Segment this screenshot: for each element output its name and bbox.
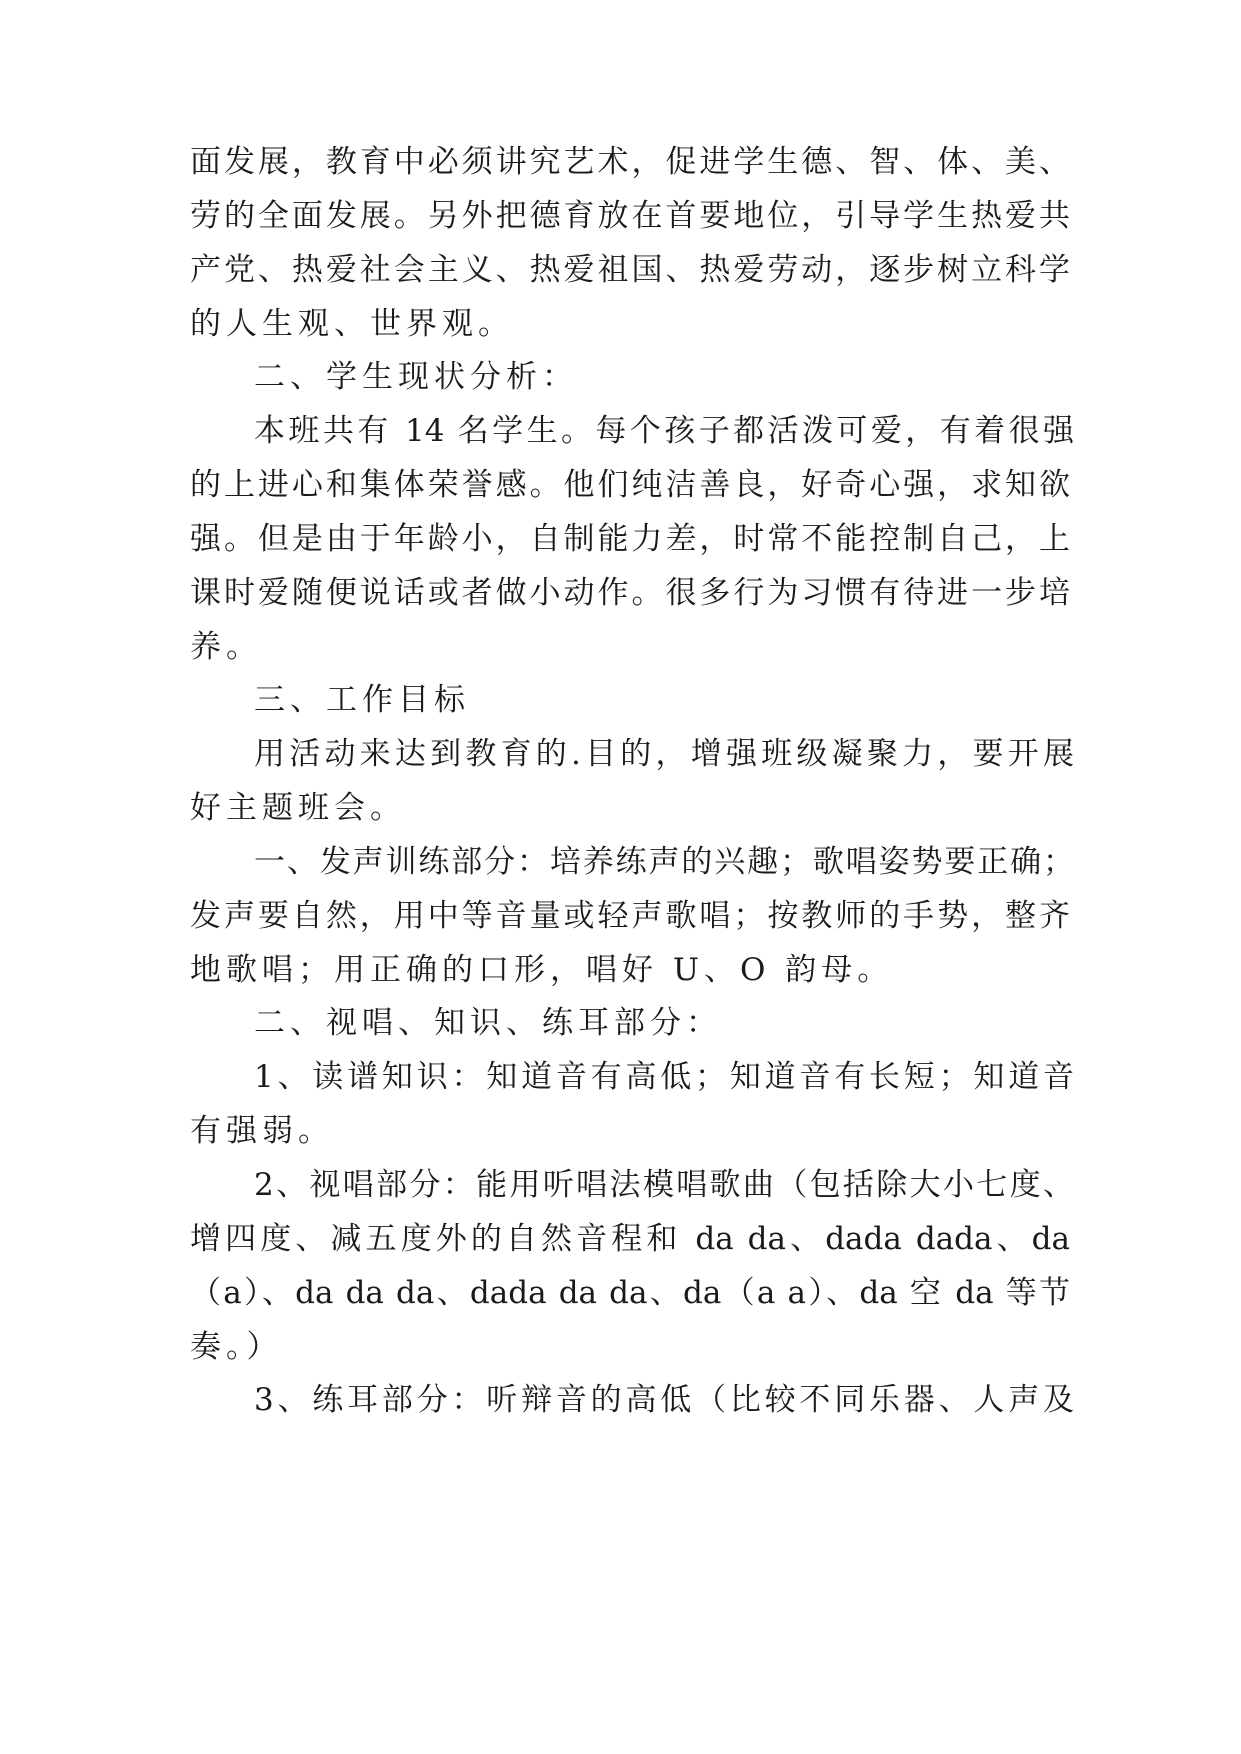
paragraph-line: 1、读谱知识：知道音有高低；知道音有长短；知道音 <box>254 1059 1074 1095</box>
paragraph-line: （a）、da da da、dada da da、da（a a）、da 空 da 等节 <box>190 1275 1070 1311</box>
paragraph-line: 一、发声训练部分：培养练声的兴趣；歌唱姿势要正确； <box>254 844 1074 880</box>
paragraph-line: 有强弱。 <box>190 1113 334 1149</box>
paragraph-line: 用活动来达到教育的.目的，增强班级凝聚力，要开展 <box>254 736 1074 772</box>
paragraph-line: 增四度、减五度外的自然音程和 da da、dada dada、da <box>190 1221 1070 1257</box>
paragraph-line: 的上进心和集体荣誉感。他们纯洁善良，好奇心强，求知欲 <box>190 467 1070 503</box>
paragraph-line: 产党、热爱社会主义、热爱祖国、热爱劳动，逐步树立科学 <box>190 252 1070 288</box>
paragraph-line: 3、练耳部分：听辩音的高低（比较不同乐器、人声及 <box>254 1382 1074 1418</box>
section-heading: 二、学生现状分析： <box>254 359 578 395</box>
paragraph-line: 好主题班会。 <box>190 790 406 826</box>
paragraph-line: 劳的全面发展。另外把德育放在首要地位，引导学生热爱共 <box>190 198 1070 234</box>
section-heading: 三、工作目标 <box>254 682 470 718</box>
paragraph-line: 的人生观、世界观。 <box>190 306 514 342</box>
paragraph-line: 2、视唱部分：能用听唱法模唱歌曲（包括除大小七度、 <box>254 1167 1074 1203</box>
paragraph-line: 强。但是由于年龄小，自制能力差，时常不能控制自己，上 <box>190 521 1070 557</box>
paragraph-line: 本班共有 14 名学生。每个孩子都活泼可爱，有着很强 <box>254 413 1074 449</box>
paragraph-line: 课时爱随便说话或者做小动作。很多行为习惯有待进一步培 <box>190 575 1070 611</box>
paragraph-line: 奏。） <box>190 1329 283 1365</box>
paragraph-line: 发声要自然，用中等音量或轻声歌唱；按教师的手势，整齐 <box>190 898 1070 934</box>
section-heading: 二、视唱、知识、练耳部分： <box>254 1005 722 1041</box>
paragraph-line: 养。 <box>190 629 262 665</box>
paragraph-line: 地歌唱；用正确的口形，唱好 U、O 韵母。 <box>190 952 894 988</box>
paragraph-line: 面发展，教育中必须讲究艺术，促进学生德、智、体、美、 <box>190 144 1070 180</box>
